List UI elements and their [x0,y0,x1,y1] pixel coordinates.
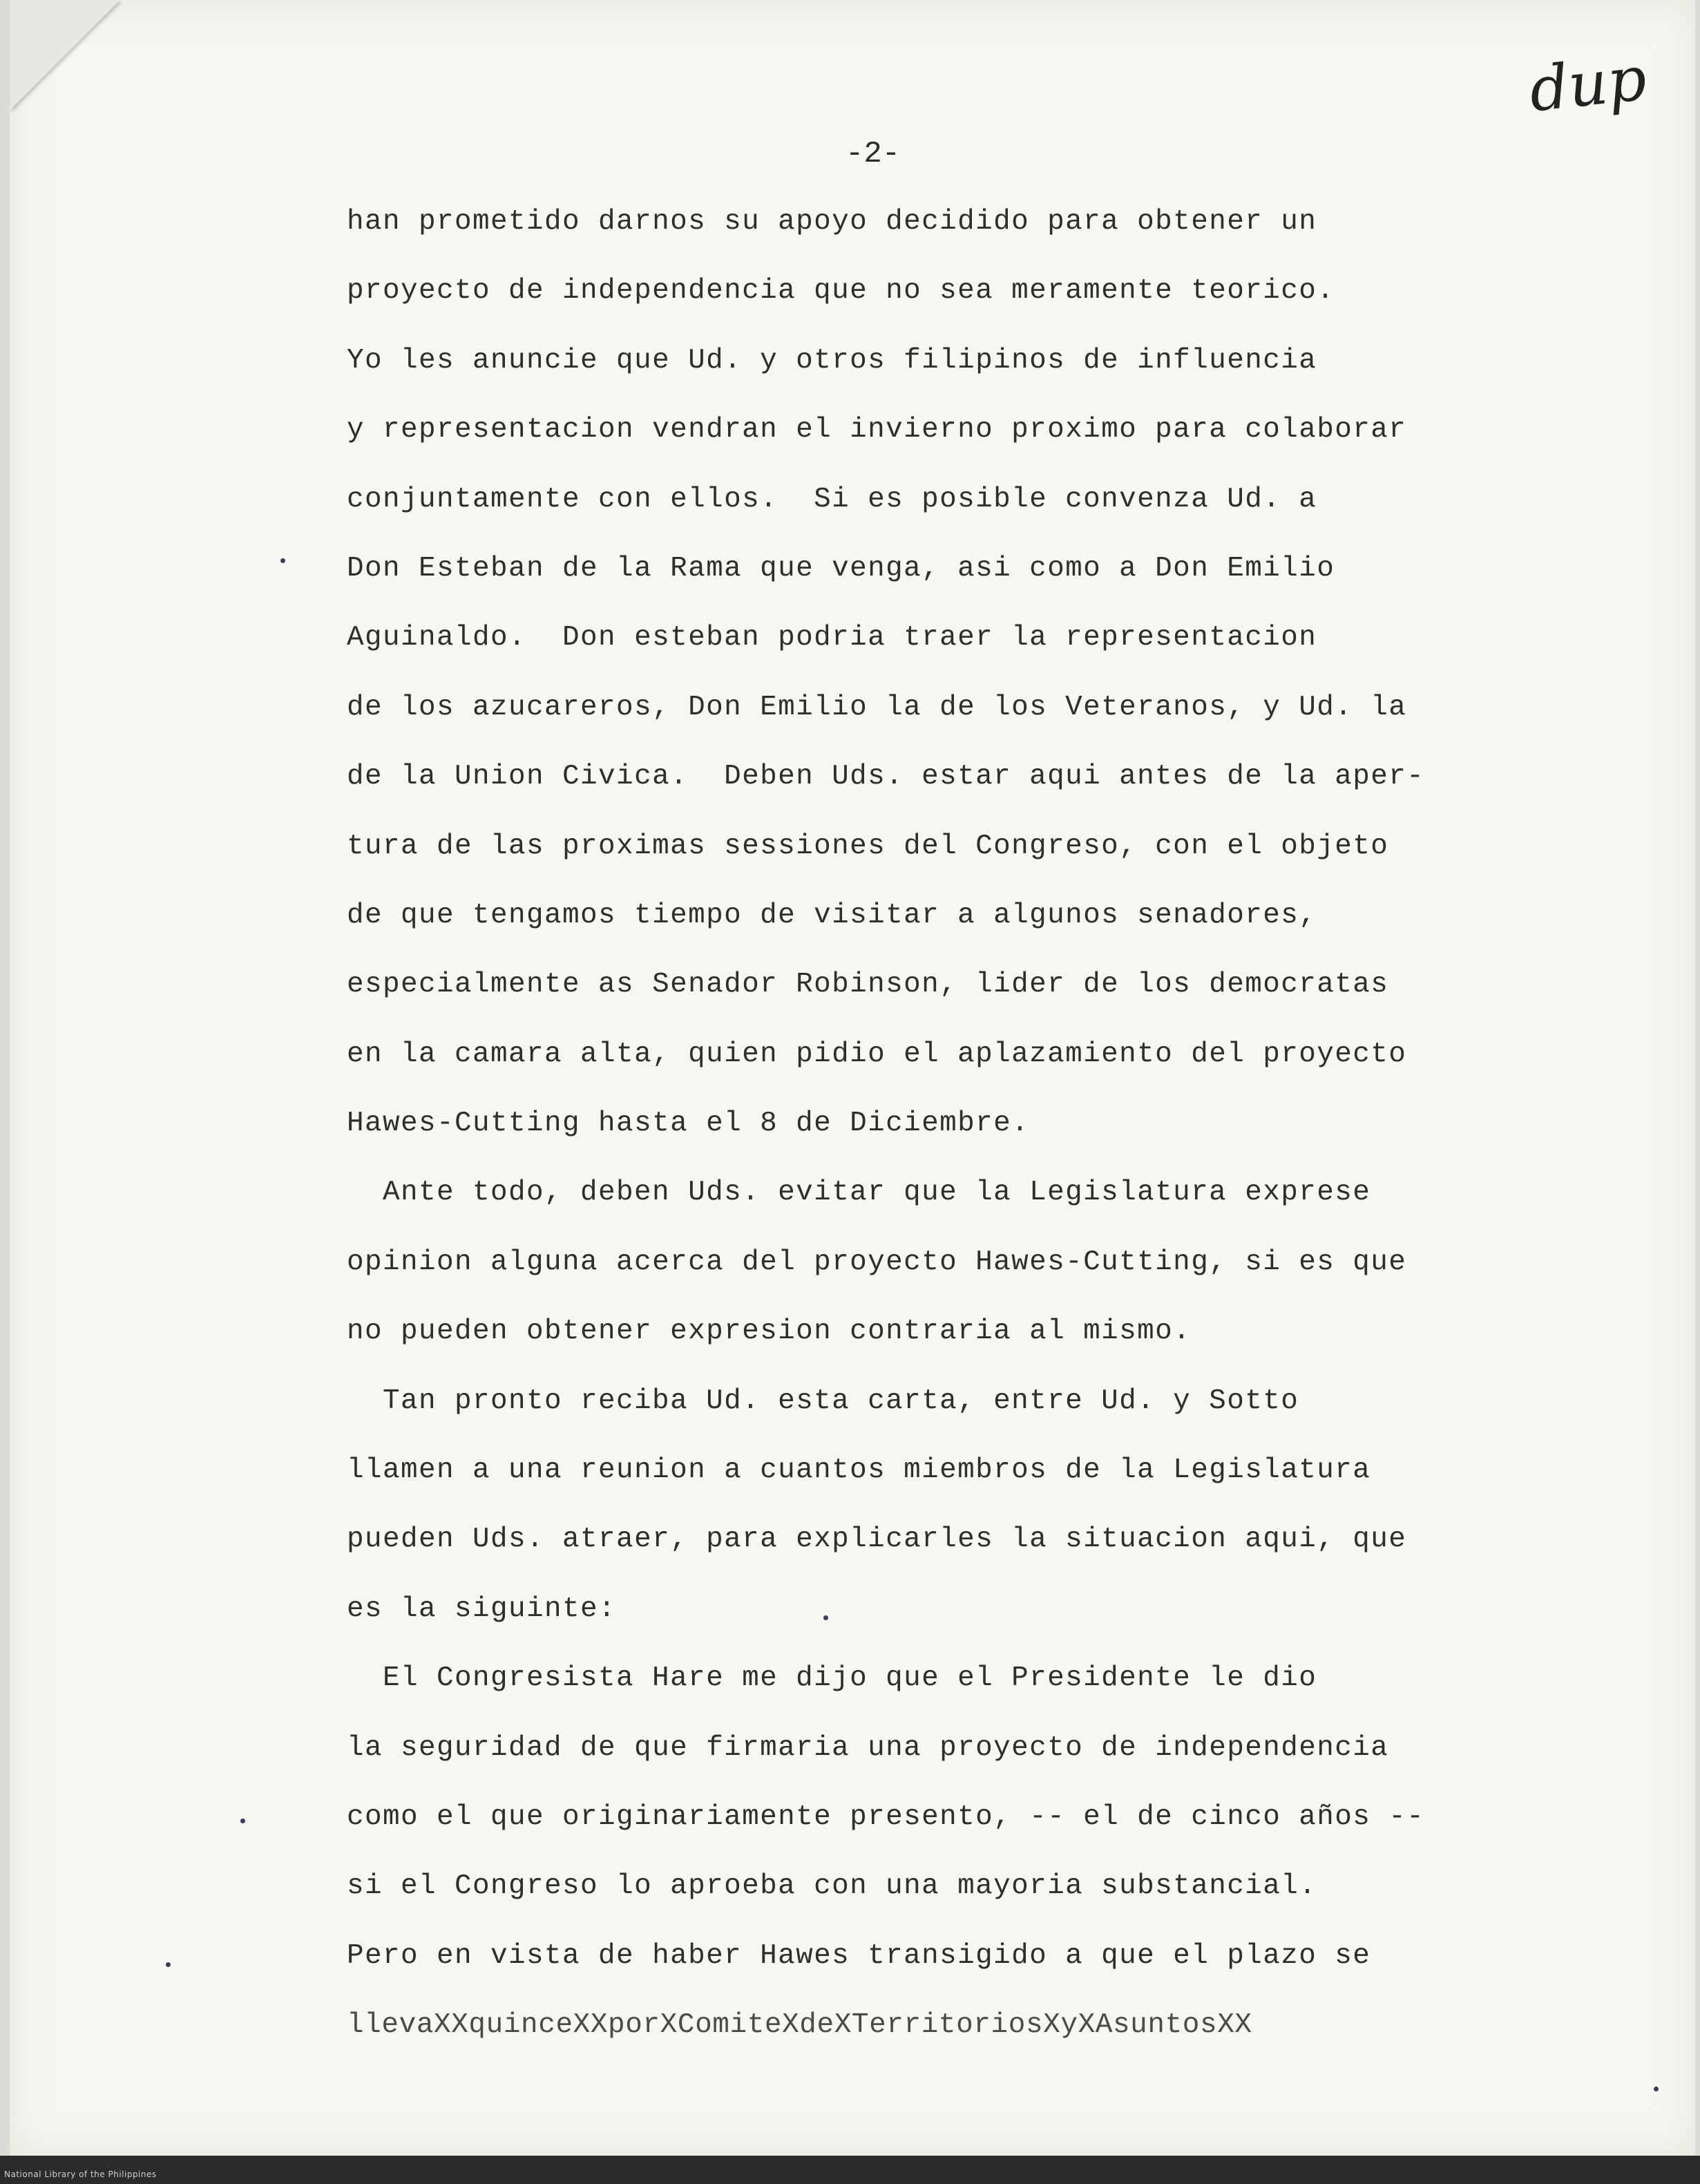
paragraph-start-line: Tan pronto reciba Ud. esta carta, entre Ud. y Sotto [383,1385,1299,1417]
text-line: Yo les anuncie que Ud. y otros filipinos de influencia [347,344,1317,377]
text-line: pueden Uds. atraer, para explicarles la situacion aqui, que [347,1523,1407,1556]
scan-border [0,2156,1700,2184]
text-line: como el que originariamente presento, -- el de cinco años -- [347,1801,1425,1833]
text-line: de que tengamos tiempo de visitar a algunos senadores, [347,899,1317,931]
paragraph-start-line: El Congresista Hare me dijo que el Presidente le dio [383,1662,1317,1695]
paragraph-start-line: Ante todo, deben Uds. evitar que la Legislatura exprese [383,1177,1371,1209]
ink-speck [240,1819,245,1823]
text-line: proyecto de independencia que no sea meramente teorico. [347,275,1335,307]
text-line: y representacion vendran el invierno proximo para colaborar [347,414,1407,446]
document-page [10,0,1695,2156]
text-line: es la siguinte: [347,1593,617,1625]
text-line: Pero en vista de haber Hawes transigido a que el plazo se [347,1939,1371,1972]
page-number: -2- [846,137,901,171]
ink-speck [280,558,285,563]
text-line: conjuntamente con ellos. Si es posible convenza Ud. a [347,483,1317,515]
text-line: en la camara alta, quien pidio el aplazamiento del proyecto [347,1038,1407,1070]
handwritten-note: dup [1526,42,1650,126]
text-line: si el Congreso lo aproeba con una mayoria substancial. [347,1870,1317,1903]
text-line: la seguridad de que firmaria una proyecto de independencia [347,1731,1389,1764]
letter-body [347,200,1424,2073]
text-line: llamen a una reunion a cuantos miembros de la Legislatura [347,1454,1371,1487]
text-line: especialmente as Senador Robinson, lider de los democratas [347,969,1389,1001]
text-line: tura de las proximas sessiones del Congreso, con el objeto [347,830,1389,862]
ink-speck [166,1962,171,1967]
text-line: opinion alguna acerca del proyecto Hawes-Cutting, si es que [347,1246,1407,1278]
ink-speck [1654,2087,1659,2091]
text-line: Don Esteban de la Rama que venga, asi como a Don Emilio [347,552,1335,585]
text-line: Hawes-Cutting hasta el 8 de Diciembre. [347,1108,1030,1140]
text-line: han prometido darnos su apoyo decidido para obtener un [347,206,1317,238]
text-line: Aguinaldo. Don esteban podria traer la representacion [347,622,1317,654]
folded-corner [10,0,120,111]
text-line: de la Union Civica. Deben Uds. estar aqui antes de la aper- [347,761,1425,793]
ink-speck [823,1615,828,1620]
footer-note: National Library of the Philippines [4,2169,157,2179]
text-line: no pueden obtener expresion contraria al mismo. [347,1316,1192,1348]
text-line: de los azucareros, Don Emilio la de los Veteranos, y Ud. la [347,691,1407,723]
struck-out-line: llevaXXquinceXXporXComiteXdeXTerritoriosXyXAsuntosXX [347,2009,1252,2042]
